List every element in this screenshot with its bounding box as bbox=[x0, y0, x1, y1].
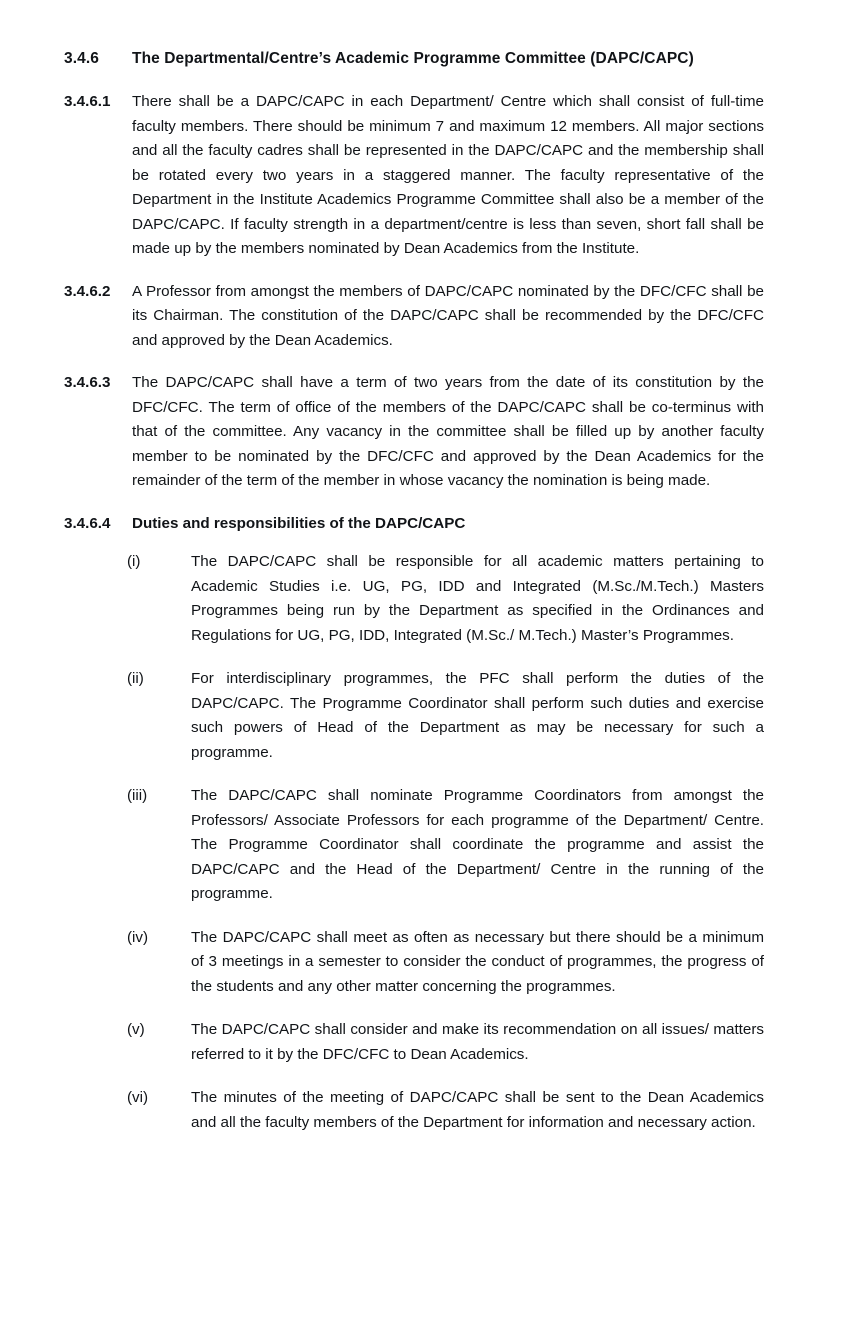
list-item-text: The DAPC/CAPC shall nominate Programme Coordinators from amongst the Professors/ Associate Professors for each programme of the Department/ Centre. The Programme Coordinator shall coordinate the programme and assist the DAPC/CAPC and the Head of the Department/ Centre in the running of the programme. bbox=[191, 787, 764, 902]
list-item-text: The DAPC/CAPC shall consider and make its recommendation on all issues/ matters referred to it by the DFC/CFC to Dean Academics. bbox=[191, 1021, 764, 1063]
clause-text: The DAPC/CAPC shall have a term of two years from the date of its constitution by the DFC/CFC. The term of office of the members of the DAPC/CAPC shall be co-terminus with that of the committee. Any vacancy in the committee shall be filled up by another faculty member to be nominated by the DFC/CFC and approved by the Dean Academics for the remainder of the term of the member in whose vacancy the nomination is being made. bbox=[132, 374, 764, 489]
clause-text: There shall be a DAPC/CAPC in each Department/ Centre which shall consist of full-time faculty members. There should be minimum 7 and maximum 12 members. All major sections and all the faculty cadres shall be represented in the DAPC/CAPC and the membership shall be rotated every two years in a staggered manner. The faculty representative of the Department in the Institute Academics Programme Committee shall also be a member of the DAPC/CAPC. If faculty strength in a department/centre is less than seven, short fall shall be made up by the members nominated by Dean Academics from the Institute. bbox=[132, 93, 764, 257]
clause-3-4-6-1 bbox=[64, 90, 764, 262]
clause-text: Duties and responsibilities of the DAPC/CAPC bbox=[132, 514, 466, 532]
list-item-label: (iv) bbox=[127, 928, 149, 946]
list-item-text: The DAPC/CAPC shall be responsible for all academic matters pertaining to Academic Studies i.e. UG, PG, IDD and Integrated (M.Sc./M.Tech.) Masters Programmes being run by the Department as specified in the Ordinances and Regulations for UG, PG, IDD, Integrated (M.Sc./ M.Tech.) Master’s Programmes. bbox=[191, 553, 764, 644]
clause-text: A Professor from amongst the members of DAPC/CAPC nominated by the DFC/CFC shall be its Chairman. The constitution of the DAPC/CAPC shall be recommended by the DFC/CFC and approved by the Dean Academics. bbox=[132, 282, 764, 349]
clause-3-4-6-4 bbox=[64, 512, 764, 537]
clause-number: 3.4.6.3 bbox=[64, 374, 111, 391]
list-item-text: The minutes of the meeting of DAPC/CAPC shall be sent to the Dean Academics and all the faculty members of the Department for information and necessary action. bbox=[191, 1089, 764, 1131]
list-item bbox=[64, 667, 764, 765]
list-item-text: For interdisciplinary programmes, the PFC shall perform the duties of the DAPC/CAPC. The Programme Coordinator shall perform such duties and exercise such powers of Head of the Department as may be necessary for such a programme. bbox=[191, 670, 764, 761]
list-item bbox=[64, 1086, 764, 1135]
list-item bbox=[64, 784, 764, 907]
list-item-label: (ii) bbox=[127, 670, 144, 687]
clause-number: 3.4.6.1 bbox=[64, 93, 111, 110]
list-item-label: (v) bbox=[127, 1021, 145, 1038]
list-item bbox=[64, 926, 764, 1000]
list-item-text: The DAPC/CAPC shall meet as often as necessary but there should be a minimum of 3 meetings in a semester to consider the conduct of programmes, the progress of the students and any other matter concerning the programmes. bbox=[191, 928, 764, 995]
clause-number: 3.4.6.2 bbox=[64, 282, 111, 300]
section-heading bbox=[64, 48, 764, 70]
section-number: 3.4.6 bbox=[64, 50, 99, 67]
list-item bbox=[64, 1018, 764, 1067]
section-title: The Departmental/Centre’s Academic Programme Committee (DAPC/CAPC) bbox=[132, 50, 694, 67]
clause-3-4-6-2 bbox=[64, 280, 764, 354]
list-item bbox=[64, 550, 764, 648]
list-item-label: (i) bbox=[127, 553, 141, 570]
document-body bbox=[64, 48, 764, 1135]
clause-number: 3.4.6.4 bbox=[64, 514, 111, 532]
list-item-label: (iii) bbox=[127, 787, 148, 804]
duties-list bbox=[64, 550, 764, 1135]
list-item-label: (vi) bbox=[127, 1089, 149, 1106]
clause-3-4-6-3 bbox=[64, 371, 764, 494]
